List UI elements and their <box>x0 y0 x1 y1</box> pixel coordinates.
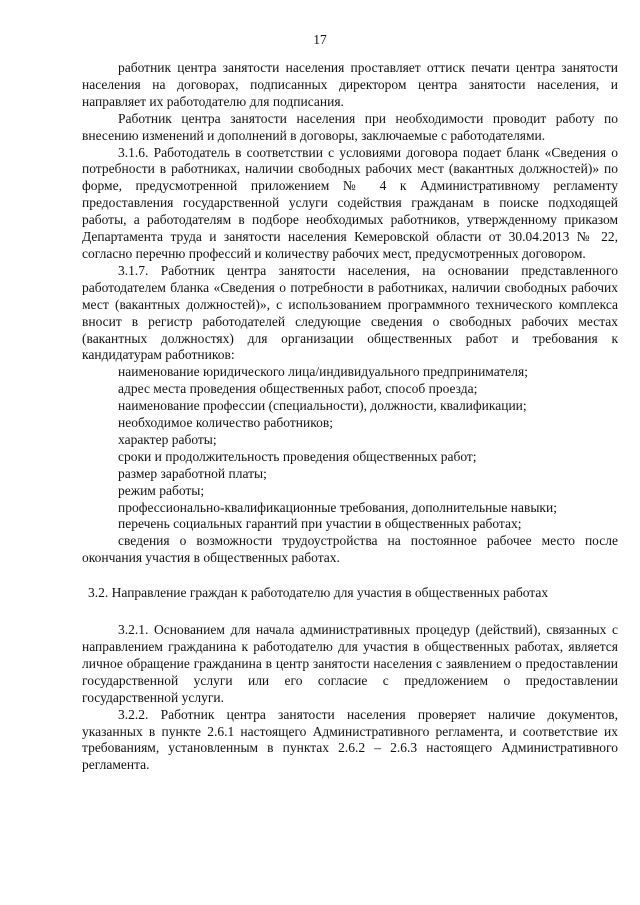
document-body <box>82 60 618 774</box>
paragraph: Работник центра занятости населения при необходимости проводит работу по внесению изменений и дополнений в договоры, заключаемые с работодателями. <box>82 110 618 143</box>
paragraph-3-2-2: 3.2.2. Работник центра занятости населения проверяет наличие документов, указанных в пункте 2.6.1 настоящего Административного регламента, и соответствие их требованиям, установленным в пунктах 2.6.2 – 2.6.3 настоящего Административного регламента. <box>82 706 618 773</box>
list-item-last: сведения о возможности трудоустройства на постоянное рабочее место после окончания участия в общественных работах. <box>82 533 618 566</box>
list-item: режим работы; <box>118 482 205 498</box>
list-item: характер работы; <box>118 431 217 447</box>
list-item: профессионально-квалификационные требования, дополнительные навыки; <box>118 499 557 515</box>
list-item: перечень социальных гарантий при участии в общественных работах; <box>118 516 522 532</box>
page-number: 17 <box>313 32 327 47</box>
list-item: наименование профессии (специальности), должности, квалификации; <box>118 398 527 414</box>
list-item: необходимое количество работников; <box>118 415 333 431</box>
list-item: сроки и продолжительность проведения общественных работ; <box>118 448 477 464</box>
paragraph: работник центра занятости населения проставляет оттиск печати центра занятости населения на договорах, подписанных директором центра занятости населения, и направляет их работодателю для подписания. <box>82 60 618 109</box>
list-item: размер заработной платы; <box>118 465 267 481</box>
paragraph-3-1-7: 3.1.7. Работник центра занятости населения, на основании представленного работодателем бланка «Сведения о потребности в работниках, наличии свободных рабочих мест (вакантных должностей)», с использованием программного технического комплекса вносит в регистр работодателей следующие сведения о свободных рабочих местах (вакантных должностях) для организации общественных работ и требования к кандидатурам работников: <box>82 262 618 363</box>
list-item: наименование юридического лица/индивидуального предпринимателя; <box>118 364 528 380</box>
paragraph-3-2-1: 3.2.1. Основанием для начала административных процедур (действий), связанных с направлением гражданина к работодателю для участия в общественных работах, является личное обращение гражданина в центр занятости населения с заявлением о предоставлении государственной услуги или его согласие с предложением о предоставлении государственной услуги. <box>82 622 618 705</box>
list-item: адрес места проведения общественных работ, способ проезда; <box>118 381 478 397</box>
paragraph-3-1-6: 3.1.6. Работодатель в соответствии с условиями договора подает бланк «Сведения о потребности в работниках, наличии свободных рабочих мест (вакантных должностей)» по форме, предусмотренной приложением № 4 к Административному регламенту предоставления государственной услуги содействия гражданам в поиске подходящей работы, а работодателям в подборе необходимых работников, утвержденному приказом Департамента труда и занятости населения Кемеровской области от 30.04.2013 № 22, согласно перечню профессий и количеству рабочих мест, предусмотренных договором. <box>82 144 618 261</box>
section-heading: 3.2. Направление граждан к работодателю для участия в общественных работах <box>88 585 549 601</box>
